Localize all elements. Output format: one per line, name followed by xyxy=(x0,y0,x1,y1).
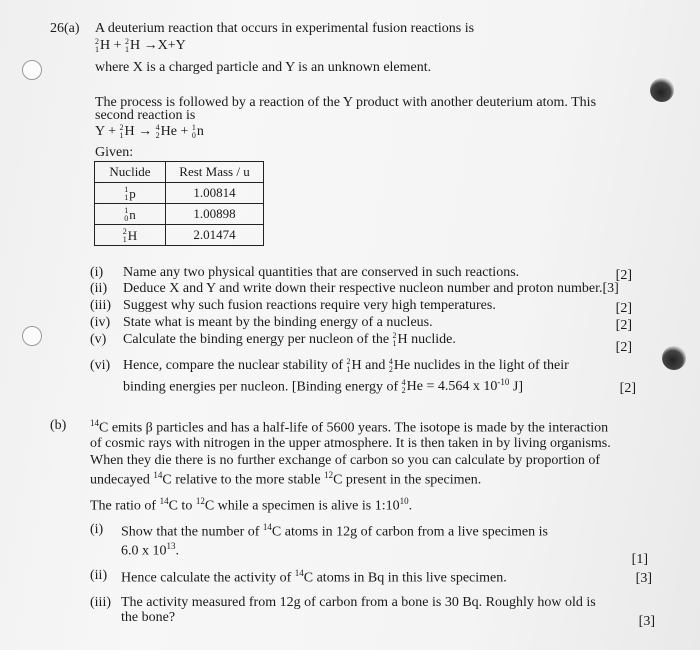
question-a-iv-number: (iv) xyxy=(90,315,111,330)
question-a-ii-text: Deduce X and Y and write down their respective nucleon number and proton number.[3] xyxy=(123,281,619,296)
punched-hole-right-bottom xyxy=(662,346,686,370)
eq2-y-symbol: Y xyxy=(95,124,105,140)
part-b-line1: $^{14}$C emits β particles and has a half-life of 5600 years. The isotope is made by the interaction xyxy=(90,418,609,436)
punched-hole-right-top xyxy=(650,78,674,102)
question-a-i-text: Name any two physical quantities that are conserved in such reactions. xyxy=(123,265,520,280)
table-row xyxy=(95,204,264,225)
binder-hole-top xyxy=(22,60,42,80)
question-a-v-text: Calculate the binding energy per nucleon of the 2 1 H nuclide. xyxy=(123,331,456,348)
question-a-i-marks: [2] xyxy=(615,268,632,283)
question-a-vi-marks: [2] xyxy=(619,381,636,396)
table-cell-mass: 2.01474 xyxy=(166,225,264,246)
question-b-iii-marks: [3] xyxy=(638,614,655,629)
question-a-ii-number: (ii) xyxy=(90,281,108,296)
question-b-ii-marks: [3] xyxy=(635,571,652,586)
question-a-v-number: (v) xyxy=(90,332,107,347)
part-b-line3: When they die there is no further exchange of carbon so you can calculate by proportion of xyxy=(90,453,601,468)
table-row xyxy=(95,183,264,204)
question-a-iii-marks: [2] xyxy=(615,301,632,316)
table-header-rest-mass: Rest Mass / u xyxy=(166,162,264,183)
question-a-i-number: (i) xyxy=(90,265,104,280)
part-b-line2: of cosmic rays with nitrogen in the upper atmosphere. It is then taken in by living organisms. xyxy=(90,436,611,451)
question-a-v-marks: [2] xyxy=(615,340,632,355)
question-a-vi-text: Hence, compare the nuclear stability of 2 1 H and 4 2 He nuclides in the light of their xyxy=(123,357,569,374)
question-b-i-text: Show that the number of $^{14}$C atoms in 12g of carbon from a live specimen is xyxy=(121,522,548,540)
process-text-line1: The process is followed by a reaction of the Y product with another deuterium atom. This xyxy=(95,95,597,110)
question-b-i-value: 6.0 x $10^{13}$. xyxy=(121,541,179,559)
table-cell-mass: 1.00814 xyxy=(166,183,264,204)
question-b-ii-text: Hence calculate the activity of $^{14}$C atoms in Bq in this live specimen. xyxy=(121,568,507,586)
question-a-vi-number: (vi) xyxy=(90,358,111,373)
question-b-ii-number: (ii) xyxy=(90,568,108,583)
question-b-i-number: (i) xyxy=(90,522,104,537)
question-a-iii-text: Suggest why such fusion reactions require very high temperatures. xyxy=(123,298,496,313)
reaction-equation-1: 2 1 H + 2 1 H →X+Y xyxy=(95,37,186,54)
eq1-products: X+Y xyxy=(157,38,186,54)
table-cell-nuclide: 1 0 n xyxy=(95,204,166,225)
table-header-nuclide: Nuclide xyxy=(95,162,166,183)
question-a-iii-number: (iii) xyxy=(90,298,111,313)
table-row xyxy=(95,225,264,246)
question-b-i-marks: [1] xyxy=(631,552,648,567)
question-a-iv-text: State what is meant by the binding energy of a nucleus. xyxy=(123,315,433,330)
intro-text: A deuterium reaction that occurs in experimental fusion reactions is xyxy=(95,21,475,36)
part-b-line4: undecayed $^{14}$C relative to the more stable $^{12}$C present in the specimen. xyxy=(90,470,482,488)
question-number: 26(a) xyxy=(50,21,80,36)
question-a-iv-marks: [2] xyxy=(615,318,632,333)
where-text: where X is a charged particle and Y is an unknown element. xyxy=(95,60,432,75)
table-cell-mass: 1.00898 xyxy=(166,204,264,225)
table-header-row xyxy=(95,162,264,183)
part-b-label: (b) xyxy=(50,418,67,433)
binder-hole-middle xyxy=(22,326,42,346)
process-text-line2: second reaction is xyxy=(95,108,196,123)
question-b-iii-line2: the bone? xyxy=(121,610,176,625)
question-b-iii-line1: The activity measured from 12g of carbon from a bone is 30 Bq. Roughly how old is xyxy=(121,595,596,610)
reaction-equation-2: Y + 2 1 H → 4 2 He + 1 0 n xyxy=(95,123,204,140)
rest-mass-table xyxy=(94,161,264,246)
question-b-iii-number: (iii) xyxy=(90,595,111,610)
table-cell-nuclide: 2 1 H xyxy=(95,225,166,246)
given-label: Given: xyxy=(95,145,134,160)
table-cell-nuclide: 1 1 p xyxy=(95,183,166,204)
ratio-line: The ratio of $^{14}$C to $^{12}$C while a specimen is alive is $1:10^{10}$. xyxy=(90,496,413,514)
question-a-vi-line2: binding energies per nucleon. [Binding energy of 4 2 He = 4.564 x 10 $^{-10}$ J] xyxy=(123,377,523,396)
